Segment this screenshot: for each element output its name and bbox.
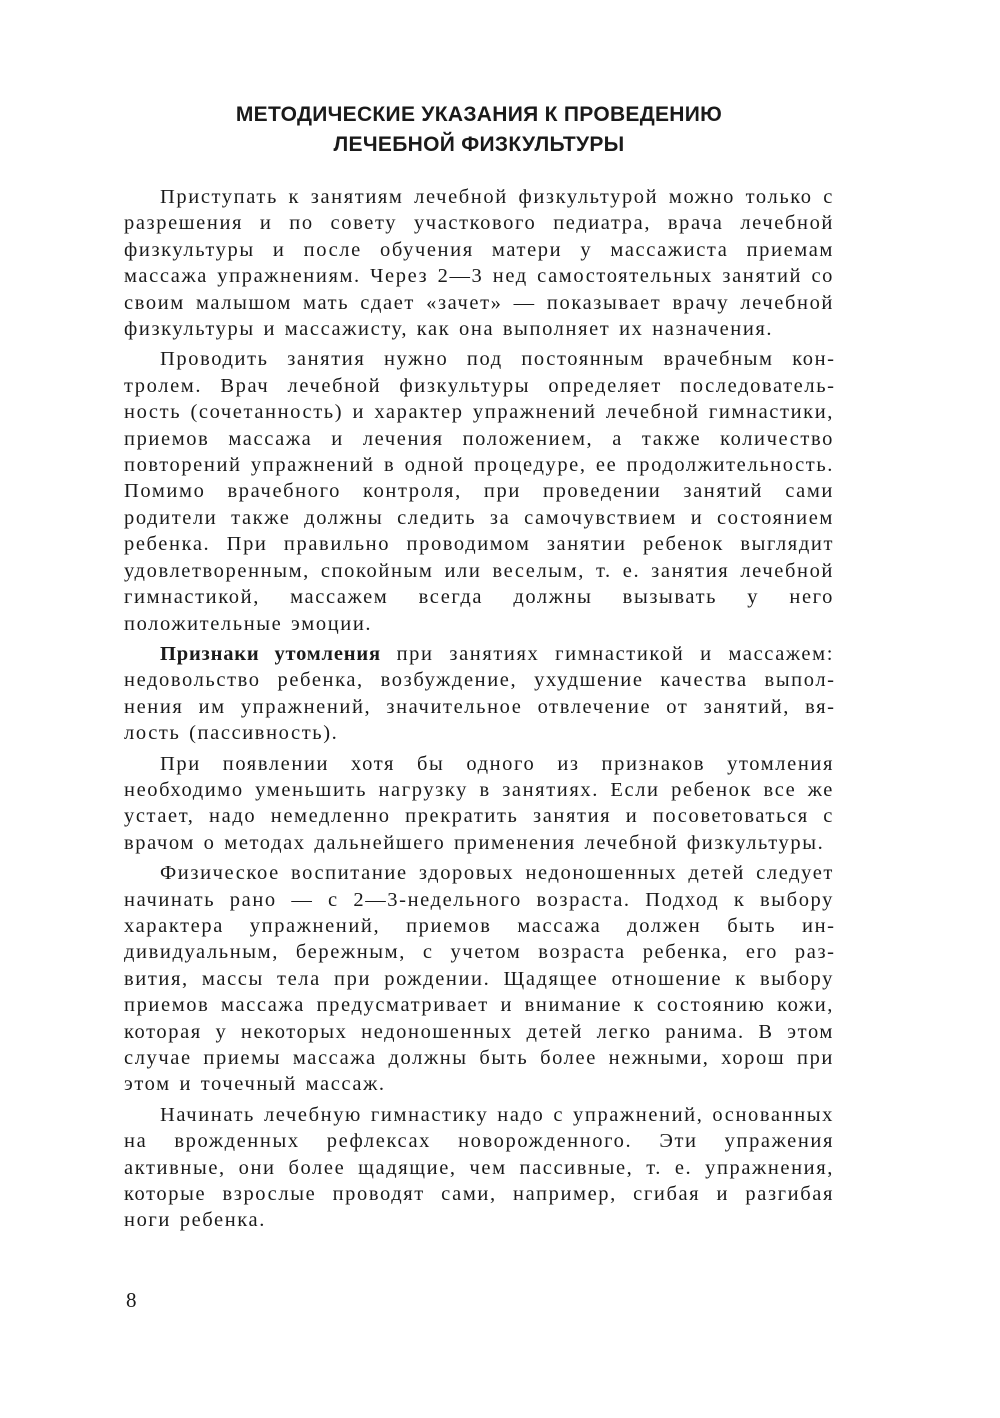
paragraph-4	[124, 751, 834, 857]
paragraph-3-lead: Признаки утомления	[160, 642, 381, 665]
paragraph-5-text: Физическое воспитание здоровых недоношенных детей следует начинать рано — с 2—3-недельного возраста. Подход к выбору характера упражнений, приемов массажа должен быть индивидуальным, бережным, с учетом возраста ребенка, его развития, массы тела при рождении. Щадящее отношение к выбору приемов массажа предусматривает и внимание к состоянию кожи, которая у некоторых недоношенных детей легко ранима. В этом случае приемы массажа должны быть более нежными, хорош при этом и точечный массаж.	[124, 862, 834, 1096]
page-content	[124, 100, 834, 1238]
page-number: 8	[126, 1288, 137, 1312]
paragraph-6-text: Начинать лечебную гимнастику надо с упражнений, основанных на врожденных рефлексах новорожденного. Эти упражения активные, они более щадящие, чем пассивные, т. е. упражнения, которые взрослые проводят сами, например, сгибая и разгибая ноги ребенка.	[124, 1103, 834, 1232]
paragraph-4-text: При появлении хотя бы одного из признаков утомления необходимо уменьшить нагрузку в занятиях. Если ребенок все же устает, надо немедленно прекратить занятия и посоветоваться с врачом о методах дальнейшего применения лечебной физкультуры.	[124, 752, 834, 854]
section-heading	[124, 100, 834, 160]
heading-line-1: МЕТОДИЧЕСКИЕ УКАЗАНИЯ К ПРОВЕДЕНИЮ	[235, 103, 723, 126]
paragraph-3-text: при занятиях гимнастикой и массажем: недовольство ребенка, возбуждение, ухудшение качества выполнения им упражнений, значительное отвлечение от занятий, вялость (пассивность).	[124, 642, 834, 745]
heading-line-2: ЛЕЧЕБНОЙ ФИЗКУЛЬТУРЫ	[333, 133, 625, 156]
paragraph-5	[124, 860, 834, 1098]
paragraph-1	[124, 184, 834, 342]
paragraph-6	[124, 1102, 834, 1234]
paragraph-2-text: Проводить занятия нужно под постоянным врачебным контролем. Врач лечебной физкультуры определяет последовательность (сочетанность) и характер упражнений лечебной гимнастики, приемов массажа и лечения положением, а также количество повторений упражнений в одной процедуре, ее продолжительность. Помимо врачебного контроля, при проведении занятий сами родители также должны следить за самочувствием и состоянием ребенка. При правильно проводимом занятии ребенок выглядит удовлетворенным, спокойным или веселым, т. е. занятия лечебной гимнастикой, массажем всегда должны вызывать у него положительные эмоции.	[124, 348, 834, 635]
paragraph-3	[124, 641, 834, 747]
paragraph-2	[124, 346, 834, 636]
paragraph-1-text: Приступать к занятиям лечебной физкультурой можно только с разрешения и по совету участкового педиатра, врача лечебной физкультуры и после обучения матери у массажиста приемам массажа упражнениям. Через 2—3 нед самостоятельных занятий со своим малышом мать сдает «зачет» — показывает врачу лечебной физкультуры и массажисту, как она выполняет их назначения.	[124, 186, 834, 341]
